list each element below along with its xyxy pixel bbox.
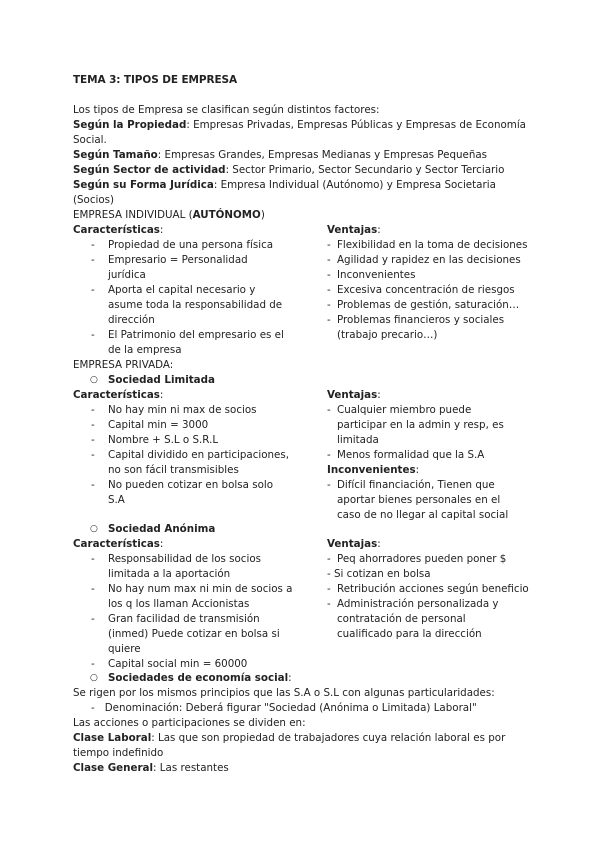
list-item: - No hay num max ni min de socios a los q los llaman Accionistas — [91, 583, 293, 610]
intro-item-propiedad — [73, 118, 533, 148]
section-label: Inconvenientes — [327, 464, 416, 476]
social-denominacion: - Denominación: Deberá figurar "Sociedad (Anónima o Limitada) Laboral" — [91, 702, 477, 714]
section-label: Características — [73, 389, 160, 401]
section-label: Ventajas — [327, 389, 378, 401]
sa-heading: ○ Sociedad Anónima — [90, 523, 216, 535]
heading-post: ) — [260, 209, 265, 221]
intro-text: : Sector Primario, Sector Secundario y Sector Terciario — [225, 164, 505, 176]
intro-line: Los tipos de Empresa se clasifican según distintos factores: — [73, 104, 380, 116]
list-item: - No pueden cotizar en bolsa solo S.A — [91, 479, 274, 506]
list-item: - Problemas financieros y sociales (trabajo precario…) — [327, 314, 505, 341]
intro-label: Según su Forma Jurídica — [73, 179, 214, 191]
section-label: Ventajas — [327, 224, 378, 236]
list-item: - Difícil financiación, Tienen que aportar bienes personales en el caso de no llegar al capital social — [327, 479, 509, 521]
list-item: - Cualquier miembro puede participar en la admin y resp, es limitada — [327, 404, 504, 446]
social-clase-laboral: Clase Laboral: Las que son propiedad de trabajadores cuya relación laboral es por tiempo indefinido — [73, 732, 506, 759]
social-line2: Las acciones o participaciones se dividen en: — [73, 717, 306, 729]
intro-label: Según la Propiedad — [73, 119, 187, 131]
intro-label: Según Tamaño — [73, 149, 158, 161]
list-item: - Peq ahorradores pueden poner $ — [327, 553, 507, 565]
list-item: - Capital min = 3000 — [91, 419, 209, 431]
intro-text: : Empresas Grandes, Empresas Medianas y Empresas Pequeñas — [157, 149, 488, 161]
list-item: - Excesiva concentración de riesgos — [327, 284, 515, 296]
social-clase-general: Clase General: Las restantes — [73, 762, 229, 774]
individual-heading — [73, 208, 533, 223]
list-item: - Si cotizan en bolsa — [327, 568, 431, 580]
list-item: - Agilidad y rapidez en las decisiones — [327, 254, 521, 266]
list-item: - Responsabilidad de los socios limitada a la aportación — [91, 553, 261, 580]
heading-pre: EMPRESA INDIVIDUAL ( — [73, 209, 193, 221]
intro-item-tamano — [73, 148, 533, 163]
list-item: - Menos formalidad que la S.A — [327, 449, 485, 461]
list-item: - Flexibilidad en la toma de decisiones — [327, 239, 528, 251]
list-item: - No hay min ni max de socios — [91, 404, 257, 416]
section-label: Características — [73, 224, 160, 236]
individual-characteristics: Características: - Propiedad de una persona física - Empresario = Personalidad jurídica - Aporta el capital necesario y asume toda la responsabilidad de dirección - El Patrimonio del empresario es el de la empresa — [73, 223, 318, 358]
circle-bullet-icon: ○ — [90, 524, 98, 534]
list-item: - El Patrimonio del empresario es el de la empresa — [91, 329, 284, 356]
heading-bold: AUTÓNOMO — [192, 209, 261, 221]
sl-characteristics: Características: - No hay min ni max de socios - Capital min = 3000 - Nombre + S.L o S.R.L - Capital dividido en participaciones, no son fácil transmisibles - No pueden cotizar en bolsa solo S.A — [73, 389, 290, 506]
intro-label: Según Sector de actividad — [73, 164, 226, 176]
list-item: - Aporta el capital necesario y asume toda la responsabilidad de dirección — [91, 284, 283, 326]
intro-text: : Empresas Privadas, Empresas Públicas y Empresas de Economía Social. — [73, 119, 526, 146]
intro-item-forma — [73, 178, 533, 208]
sa-characteristics: Características: - Responsabilidad de los socios limitada a la aportación - No hay num max ni min de socios a los q los llaman Accionistas - Gran facilidad de transmisión (inmed) Puede cotizar en bolsa si quiere - Capital social min = 60000 — [73, 537, 318, 672]
list-item: - Empresario = Personalidad jurídica — [91, 254, 248, 281]
list-item: - Administración personalizada y contratación de personal cualificado para la dirección — [327, 598, 499, 640]
privada-heading: EMPRESA PRIVADA: — [73, 359, 174, 371]
section-label: Características — [73, 538, 160, 550]
social-heading: ○ Sociedades de economía social: — [90, 672, 292, 684]
circle-bullet-icon: ○ — [90, 375, 98, 385]
list-item: - Capital social min = 60000 — [91, 658, 248, 670]
list-item: - Gran facilidad de transmisión (inmed) Puede cotizar en bolsa si quiere — [91, 613, 280, 655]
list-item: - Problemas de gestión, saturación… — [327, 299, 520, 311]
list-item: - Nombre + S.L o S.R.L — [91, 434, 219, 446]
intro-item-sector — [73, 163, 533, 178]
individual-advantages: Ventajas: - Flexibilidad en la toma de decisiones - Agilidad y rapidez en las decisiones - Inconvenientes - Excesiva concentración de riesgos - Problemas de gestión, saturación… - Problemas financieros y sociales (trabajo precario…) — [327, 223, 537, 343]
sl-heading: ○ Sociedad Limitada — [90, 374, 215, 386]
sl-advantages: Ventajas: - Cualquier miembro puede participar en la admin y resp, es limitada - Menos formalidad que la S.A Inconvenientes: - Difícil financiación, Tienen que aportar bienes personales en el caso de no llegar al capital social — [327, 388, 527, 523]
intro-text: : Empresa Individual (Autónomo) y Empresa Societaria (Socios) — [73, 179, 496, 206]
list-item: - Capital dividido en participaciones, no son fácil transmisibles — [91, 449, 290, 476]
page-title: TEMA 3: TIPOS DE EMPRESA — [73, 74, 238, 86]
section-label: Ventajas — [327, 538, 378, 550]
list-item: - Inconvenientes — [327, 269, 416, 281]
circle-bullet-icon: ○ — [90, 673, 98, 683]
social-line1: Se rigen por los mismos principios que las S.A o S.L con algunas particularidades: — [73, 687, 495, 699]
list-item: - Retribución acciones según beneficio — [327, 583, 529, 595]
sa-advantages: Ventajas: - Peq ahorradores pueden poner $ - Si cotizan en bolsa - Retribución acciones según beneficio - Administración personalizada y contratación de personal cualificado para la dirección — [327, 537, 532, 642]
list-item: - Propiedad de una persona física — [91, 239, 274, 251]
